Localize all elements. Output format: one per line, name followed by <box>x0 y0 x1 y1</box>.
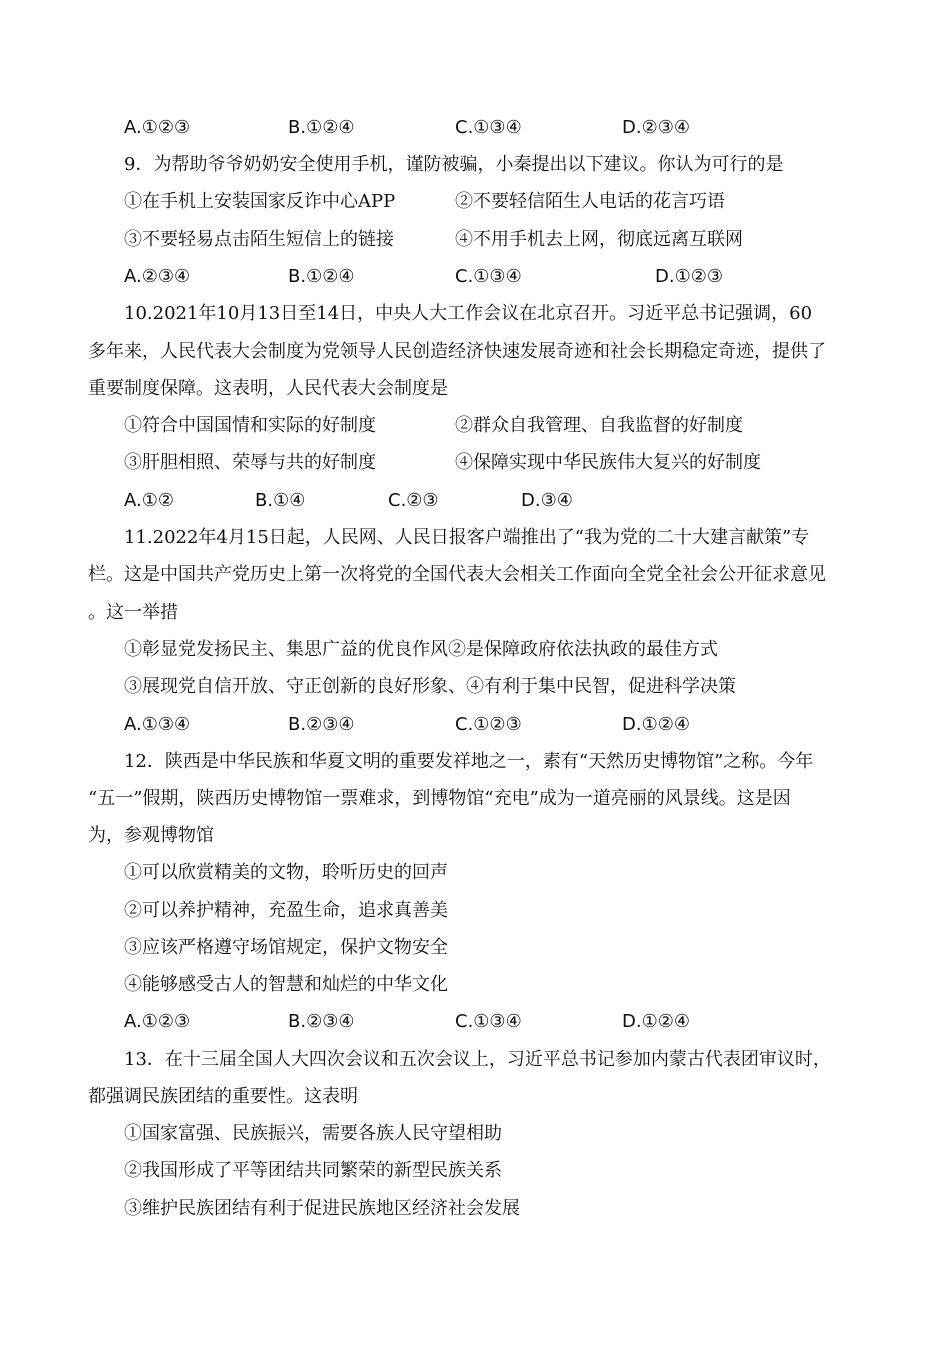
q8-option-c: C.①③④ <box>455 117 522 138</box>
q10-option-b: B.①④ <box>255 490 306 511</box>
q12-stem-line-3: 为，参观博物馆 <box>88 825 214 846</box>
q9-item-2: ②不要轻信陌生人电话的花言巧语 <box>455 191 725 212</box>
q9-item-4: ④不用手机去上网，彻底远离互联网 <box>455 229 743 250</box>
q8-option-a: A.①②③ <box>124 117 191 138</box>
q9-item-3: ③不要轻易点击陌生短信上的链接 <box>124 229 394 250</box>
q11-item-line-2: ③展现党自信开放、守正创新的良好形象、④有利于集中民智，促进科学决策 <box>124 676 736 697</box>
q12-item-3: ③应该严格遵守场馆规定，保护文物安全 <box>124 937 448 958</box>
q10-item-4: ④保障实现中华民族伟大复兴的好制度 <box>455 452 761 473</box>
q12-option-a: A.①②③ <box>124 1011 191 1032</box>
q10-stem-line-1: 10.2021年10月13日至14日，中央人大工作会议在北京召开。习近平总书记强调，60 <box>124 303 813 324</box>
q12-option-c: C.①③④ <box>455 1011 522 1032</box>
q10-option-c: C.②③ <box>388 490 439 511</box>
q12-option-d: D.①②④ <box>622 1011 690 1032</box>
q10-item-1: ①符合中国国情和实际的好制度 <box>124 415 376 436</box>
q12-option-b: B.②③④ <box>288 1011 355 1032</box>
q10-item-2: ②群众自我管理、自我监督的好制度 <box>455 415 743 436</box>
q13-item-2: ②我国形成了平等团结共同繁荣的新型民族关系 <box>124 1160 502 1181</box>
q9-option-d: D.①②③ <box>655 266 723 287</box>
q9-stem: 9．为帮助爷爷奶奶安全使用手机，谨防被骗，小秦提出以下建议。你认为可行的是 <box>124 154 784 175</box>
q11-stem-line-3: 。这一举措 <box>88 602 178 623</box>
q12-item-4: ④能够感受古人的智慧和灿烂的中华文化 <box>124 974 448 995</box>
q11-option-c: C.①②③ <box>455 714 522 735</box>
q11-option-a: A.①③④ <box>124 714 191 735</box>
q10-item-3: ③肝胆相照、荣辱与共的好制度 <box>124 452 376 473</box>
q9-option-a: A.②③④ <box>124 266 191 287</box>
q9-option-c: C.①③④ <box>455 266 522 287</box>
q10-stem-line-3: 重要制度保障。这表明，人民代表大会制度是 <box>88 378 448 399</box>
q10-option-d: D.③④ <box>521 490 573 511</box>
q11-stem-line-1: 11.2022年4月15日起，人民网、人民日报客户端推出了“我为党的二十大建言献策”专 <box>124 527 810 548</box>
q13-item-1: ①国家富强、民族振兴，需要各族人民守望相助 <box>124 1123 502 1144</box>
q8-option-d: D.②③④ <box>622 117 690 138</box>
q13-item-3: ③维护民族团结有利于促进民族地区经济社会发展 <box>124 1198 520 1219</box>
q12-stem-line-2: “五一”假期，陕西历史博物馆一票难求，到博物馆“充电”成为一道亮丽的风景线。这是因 <box>88 788 791 809</box>
q12-item-1: ①可以欣赏精美的文物，聆听历史的回声 <box>124 862 448 883</box>
q12-item-2: ②可以养护精神，充盈生命，追求真善美 <box>124 900 448 921</box>
q11-option-b: B.②③④ <box>288 714 355 735</box>
q11-option-d: D.①②④ <box>622 714 690 735</box>
q11-item-line-1: ①彰显党发扬民主、集思广益的优良作风②是保障政府依法执政的最佳方式 <box>124 639 718 660</box>
q9-option-b: B.①②④ <box>288 266 355 287</box>
q12-stem-line-1: 12．陕西是中华民族和华夏文明的重要发祥地之一，素有“天然历史博物馆”之称。今年 <box>124 751 814 772</box>
q11-stem-line-2: 栏。这是中国共产党历史上第一次将党的全国代表大会相关工作面向全党全社会公开征求意见 <box>88 564 826 585</box>
q10-option-a: A.①② <box>124 490 174 511</box>
q13-stem-line-1: 13．在十三届全国人大四次会议和五次会议上，习近平总书记参加内蒙古代表团审议时， <box>124 1049 831 1070</box>
q8-option-b: B.①②④ <box>288 117 355 138</box>
q10-stem-line-2: 多年来，人民代表大会制度为党领导人民创造经济快速发展奇迹和社会长期稳定奇迹，提供了 <box>88 341 826 362</box>
q13-stem-line-2: 都强调民族团结的重要性。这表明 <box>88 1086 358 1107</box>
q9-item-1: ①在手机上安装国家反诈中心APP <box>124 191 396 212</box>
